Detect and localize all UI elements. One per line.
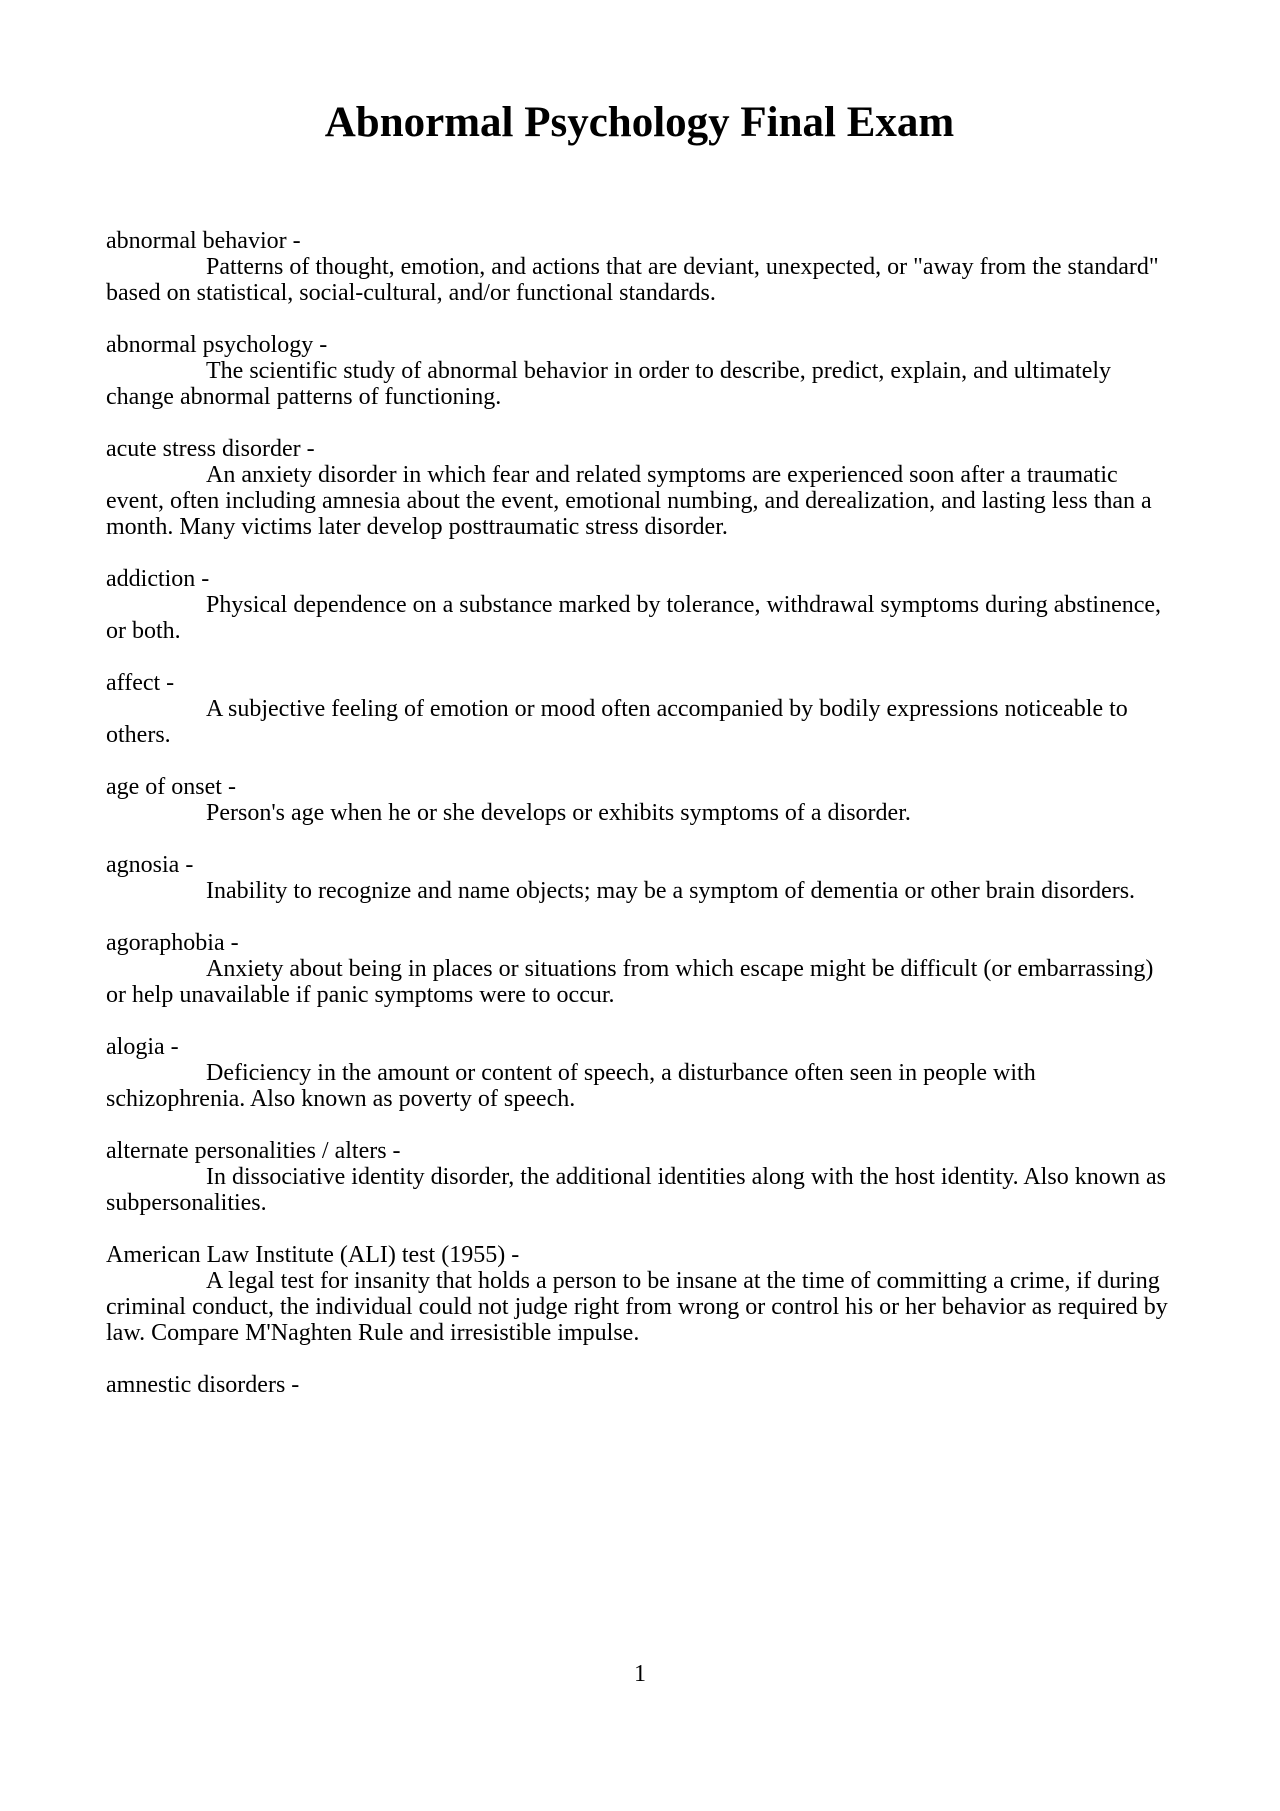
glossary-entry: [106, 670, 1173, 748]
entry-definition: Anxiety about being in places or situations from which escape might be difficult (or embarrassing) or help unavailable if panic symptoms were to occur.: [106, 956, 1154, 1008]
glossary-entry: [106, 1034, 1173, 1112]
glossary-entry: [106, 1242, 1173, 1346]
entry-definition: In dissociative identity disorder, the additional identities along with the host identity. Also known as subpersonalities.: [106, 1164, 1167, 1216]
glossary-entry: [106, 1138, 1173, 1216]
entry-definition: Inability to recognize and name objects; may be a symptom of dementia or other brain disorders.: [206, 878, 1136, 904]
entry-definition: Patterns of thought, emotion, and actions that are deviant, unexpected, or "away from the standard" based on statistical, social-cultural, and/or functional standards.: [106, 254, 1159, 306]
entry-term: acute stress disorder -: [106, 436, 315, 462]
glossary-entries: [106, 228, 1173, 1398]
entry-definition: Deficiency in the amount or content of speech, a disturbance often seen in people with schizophrenia. Also known as poverty of speech.: [106, 1060, 1036, 1112]
glossary-entry: [106, 852, 1173, 904]
glossary-entry: [106, 566, 1173, 644]
entry-term: amnestic disorders -: [106, 1372, 300, 1398]
entry-term: abnormal psychology -: [106, 332, 328, 358]
entry-term: alternate personalities / alters -: [106, 1138, 401, 1164]
glossary-entry: [106, 228, 1173, 306]
entry-term: affect -: [106, 670, 175, 696]
entry-term: agoraphobia -: [106, 930, 239, 956]
entry-term: alogia -: [106, 1034, 179, 1060]
entry-term: addiction -: [106, 566, 210, 592]
document-content: [106, 0, 1173, 1398]
glossary-entry: [106, 774, 1173, 826]
entry-definition: A legal test for insanity that holds a person to be insane at the time of committing a crime, if during criminal conduct, the individual could not judge right from wrong or control his or her behavior as required by law. Compare M'Naghten Rule and irresistible impulse.: [106, 1268, 1168, 1346]
glossary-entry: [106, 332, 1173, 410]
page-title: Abnormal Psychology Final Exam: [324, 99, 955, 146]
entry-definition: An anxiety disorder in which fear and related symptoms are experienced soon after a traumatic event, often including amnesia about the event, emotional numbing, and derealization, and lasting less than a month. Many victims later develop posttraumatic stress disorder.: [106, 462, 1152, 540]
entry-term: abnormal behavior -: [106, 228, 301, 254]
entry-definition: The scientific study of abnormal behavior in order to describe, predict, explain, and ultimately change abnormal patterns of functioning.: [106, 358, 1112, 410]
entry-definition: Person's age when he or she develops or exhibits symptoms of a disorder.: [206, 800, 911, 826]
glossary-entry: [106, 930, 1173, 1008]
entry-term: age of onset -: [106, 774, 236, 800]
entry-definition: A subjective feeling of emotion or mood often accompanied by bodily expressions noticeable to others.: [106, 696, 1128, 748]
page-number: 1: [634, 1661, 646, 1687]
glossary-entry: [106, 1372, 1173, 1398]
glossary-entry: [106, 436, 1173, 540]
entry-term: agnosia -: [106, 852, 194, 878]
entry-definition: Physical dependence on a substance marked by tolerance, withdrawal symptoms during abstinence, or both.: [106, 592, 1162, 644]
entry-term: American Law Institute (ALI) test (1955) -: [106, 1242, 520, 1268]
